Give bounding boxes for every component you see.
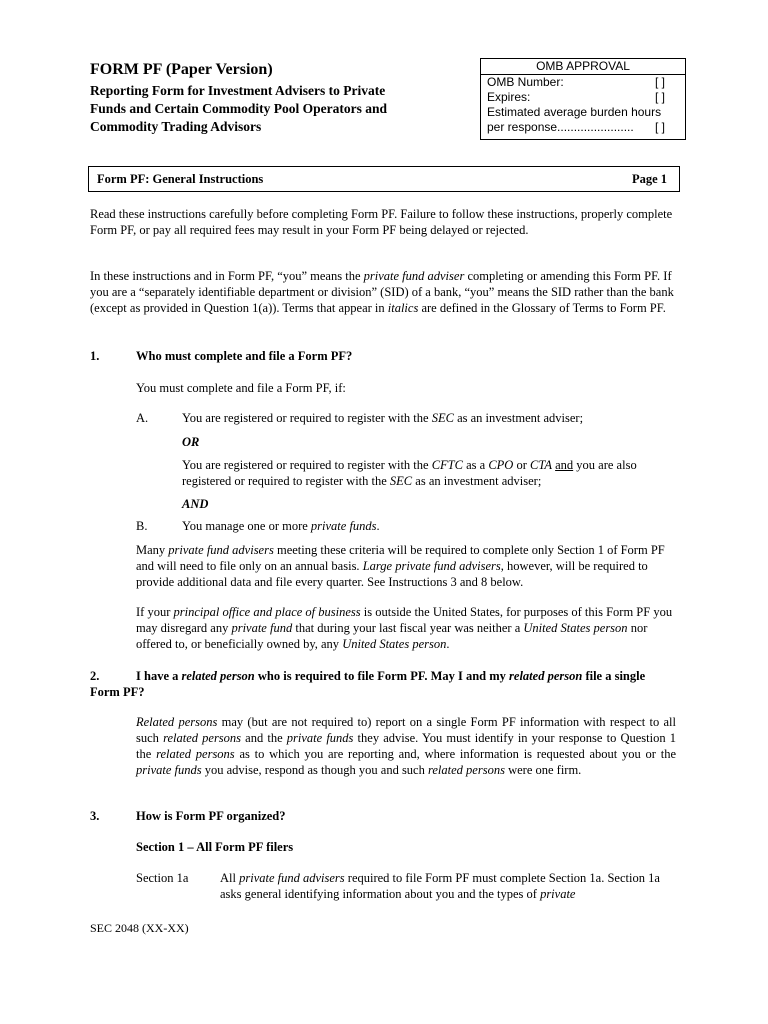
page-number: Page 1 bbox=[631, 172, 667, 186]
q3-number: 3. bbox=[90, 809, 100, 823]
q1-many-paragraph: Many private fund advisers meeting these criteria will be required to complete only Section 1 of Form PF and will need to file only on an annual basis. Large private fund advisers, however, will be required to provide additional data and file every quarter. See Instructions 3 and 8 below. bbox=[136, 543, 665, 589]
q3-section-heading: Section 1 – All Form PF filers bbox=[136, 840, 294, 854]
omb-burden-label-2: per response....................... bbox=[487, 120, 634, 134]
intro-paragraph-1: Read these instructions carefully before completing Form PF. Failure to follow these instructions, properly complete Form PF, or pay all required fees may result in your Form PF being delayed or rejected. bbox=[90, 207, 673, 237]
omb-heading: OMB APPROVAL bbox=[481, 59, 685, 75]
q2-number: 2. bbox=[90, 669, 100, 683]
omb-expires-row bbox=[481, 90, 685, 105]
omb-number-row bbox=[481, 75, 685, 90]
form-title: FORM PF (Paper Version) bbox=[90, 61, 273, 78]
omb-expires-bracket: [ ] bbox=[654, 90, 665, 104]
q1-b-text: You manage one or more private funds. bbox=[182, 519, 380, 533]
omb-approval-box bbox=[480, 58, 686, 140]
omb-expires-label: Expires: bbox=[487, 90, 531, 104]
omb-burden-bracket: [ ] bbox=[654, 120, 665, 134]
q1-b-label: B. bbox=[136, 519, 148, 533]
q2-question: I have a related person who is required to file Form PF. May I and my related person file a single Form PF? bbox=[90, 669, 646, 699]
q1-a-text: You are registered or required to register with the SEC as an investment adviser; bbox=[182, 411, 584, 425]
omb-number-label: OMB Number: bbox=[487, 75, 564, 89]
q1-number: 1. bbox=[90, 349, 100, 363]
omb-burden-row-2 bbox=[481, 120, 685, 135]
q1-if-paragraph: If your principal office and place of business is outside the United States, for purposes of this Form PF you may disregard any private fund that during your last fiscal year was neither a United States person nor offered to, or beneficially owned by, any United States person. bbox=[136, 605, 673, 651]
omb-number-bracket: [ ] bbox=[654, 75, 665, 89]
q1-or: OR bbox=[182, 435, 200, 449]
q1-a-label: A. bbox=[136, 411, 149, 425]
header-title: Form PF: General Instructions bbox=[97, 172, 264, 186]
form-footer-code: SEC 2048 (XX-XX) bbox=[90, 921, 189, 935]
q1-lead: You must complete and file a Form PF, if: bbox=[136, 381, 346, 395]
instructions-header bbox=[88, 166, 680, 192]
omb-burden-label-1: Estimated average burden hours bbox=[487, 105, 662, 119]
form-subtitle: Reporting Form for Investment Advisers to Private Funds and Certain Commodity Pool Operators and Commodity Trading Advisors bbox=[90, 83, 388, 134]
intro-paragraph-2: In these instructions and in Form PF, “you” means the private fund adviser completing or amending this Form PF. If you are a “separately identifiable department or division” (SID) of a bank, “you” means the SID rather than the bank (except as provided in Question 1(a)). Terms that appear in italics are defined in the Glossary of Terms to Form PF. bbox=[90, 269, 674, 315]
q3-question: How is Form PF organized? bbox=[136, 809, 286, 823]
q1-and: AND bbox=[182, 497, 209, 511]
omb-burden-row-1 bbox=[481, 105, 685, 120]
q1-a2-text: You are registered or required to register with the CFTC as a CPO or CTA and you are also registered or required to register with the SEC as an investment adviser; bbox=[182, 458, 637, 488]
q3-section-1a-text: All private fund advisers required to file Form PF must complete Section 1a. Section 1a asks general identifying information about you and the types of private bbox=[220, 871, 660, 901]
q1-question: Who must complete and file a Form PF? bbox=[136, 349, 353, 363]
q2-answer: Related persons may (but are not required to) report on a single Form PF information with respect to all such related persons and the private funds they advise. You must identify in your response to Question 1 the related persons as to which you are reporting and, where information is requested about you or the private funds you advise, respond as though you and such related persons were one firm. bbox=[136, 715, 677, 777]
q3-section-1a-label: Section 1a bbox=[136, 871, 189, 885]
